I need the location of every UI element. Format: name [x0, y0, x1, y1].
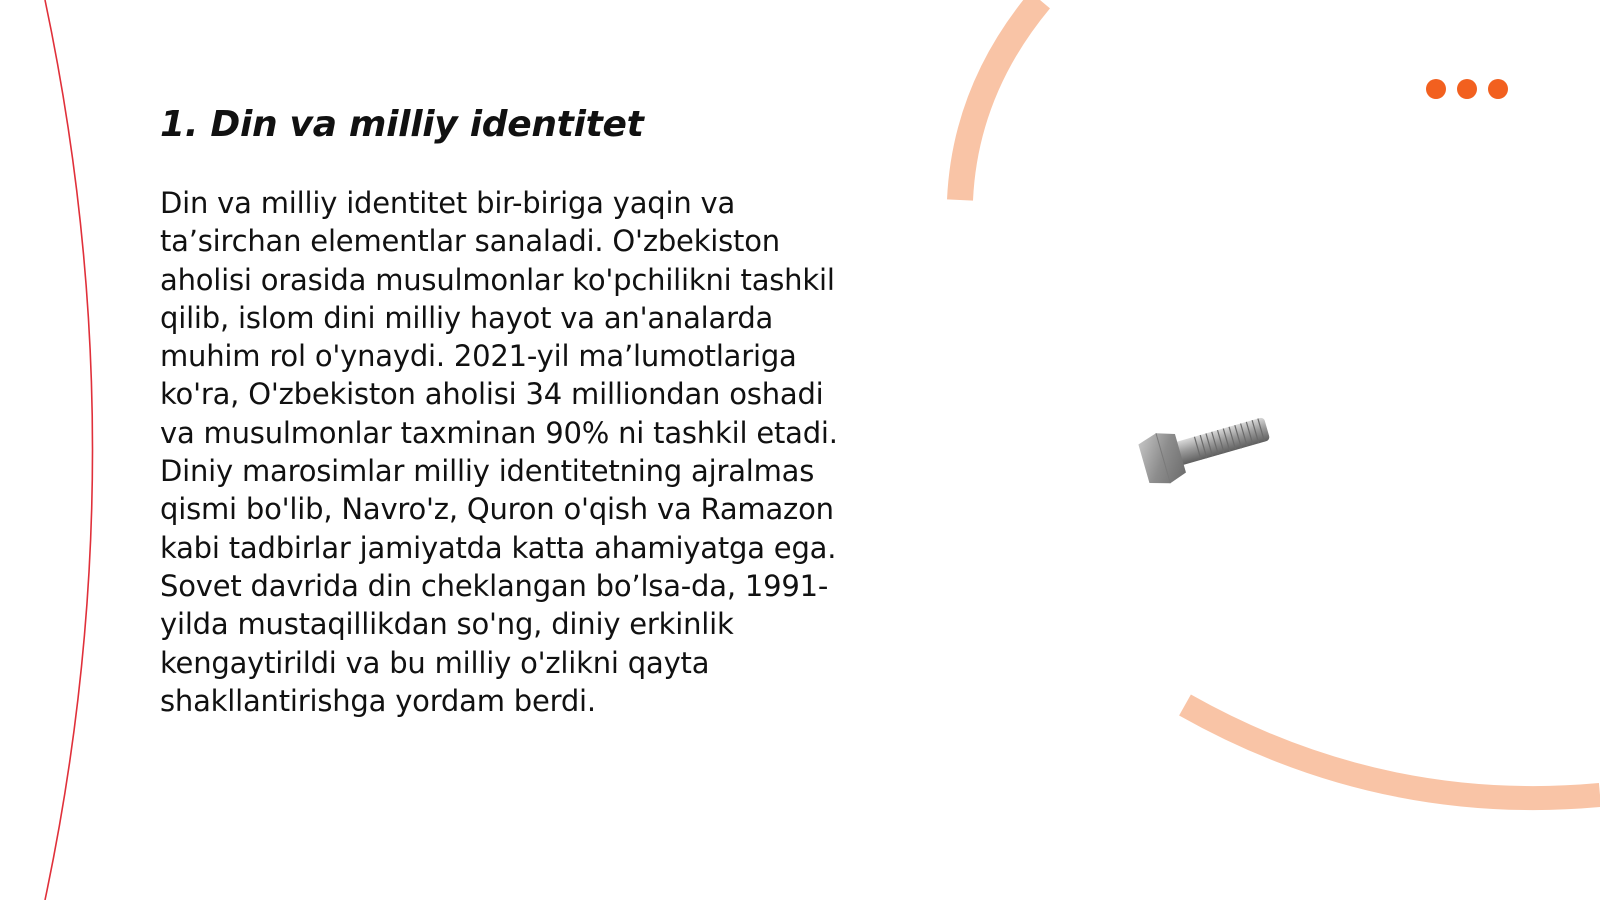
dots-menu-icon: [1426, 79, 1508, 99]
dot-1: [1426, 79, 1446, 99]
bottom-orange-arc: [1185, 705, 1600, 798]
left-red-curve: [45, 0, 93, 900]
dot-3: [1488, 79, 1508, 99]
slide-title: 1. Din va milliy identitet: [160, 104, 644, 145]
top-orange-arc: [960, 0, 1040, 200]
dot-2: [1457, 79, 1477, 99]
bolt-image: [1136, 408, 1276, 488]
slide-body-text: Din va milliy identitet bir-biriga yaqin va ta’sirchan elementlar sanaladi. O'zbekiston aholisi orasida musulmonlar ko'pchilikni tashkil qilib, islom dini milliy hayot va an'analarda muhim rol o'ynaydi. 2021-yil ma’lumotlariga ko'ra, O'zbekiston aholisi 34 milliondan oshadi va musulmonlar taxminan 90% ni tashkil etadi. Diniy marosimlar milliy identitetning ajralmas qismi bo'lib, Navro'z, Quron o'qish va Ramazon kabi tadbirlar jamiyatda katta ahamiyatga ega. Sovet davrida din cheklangan bo’lsa-da, 1991-yilda mustaqillikdan so'ng, diniy erkinlik kengaytirildi va bu milliy o'zlikni qayta shakllantirishga yordam berdi.: [160, 186, 838, 718]
